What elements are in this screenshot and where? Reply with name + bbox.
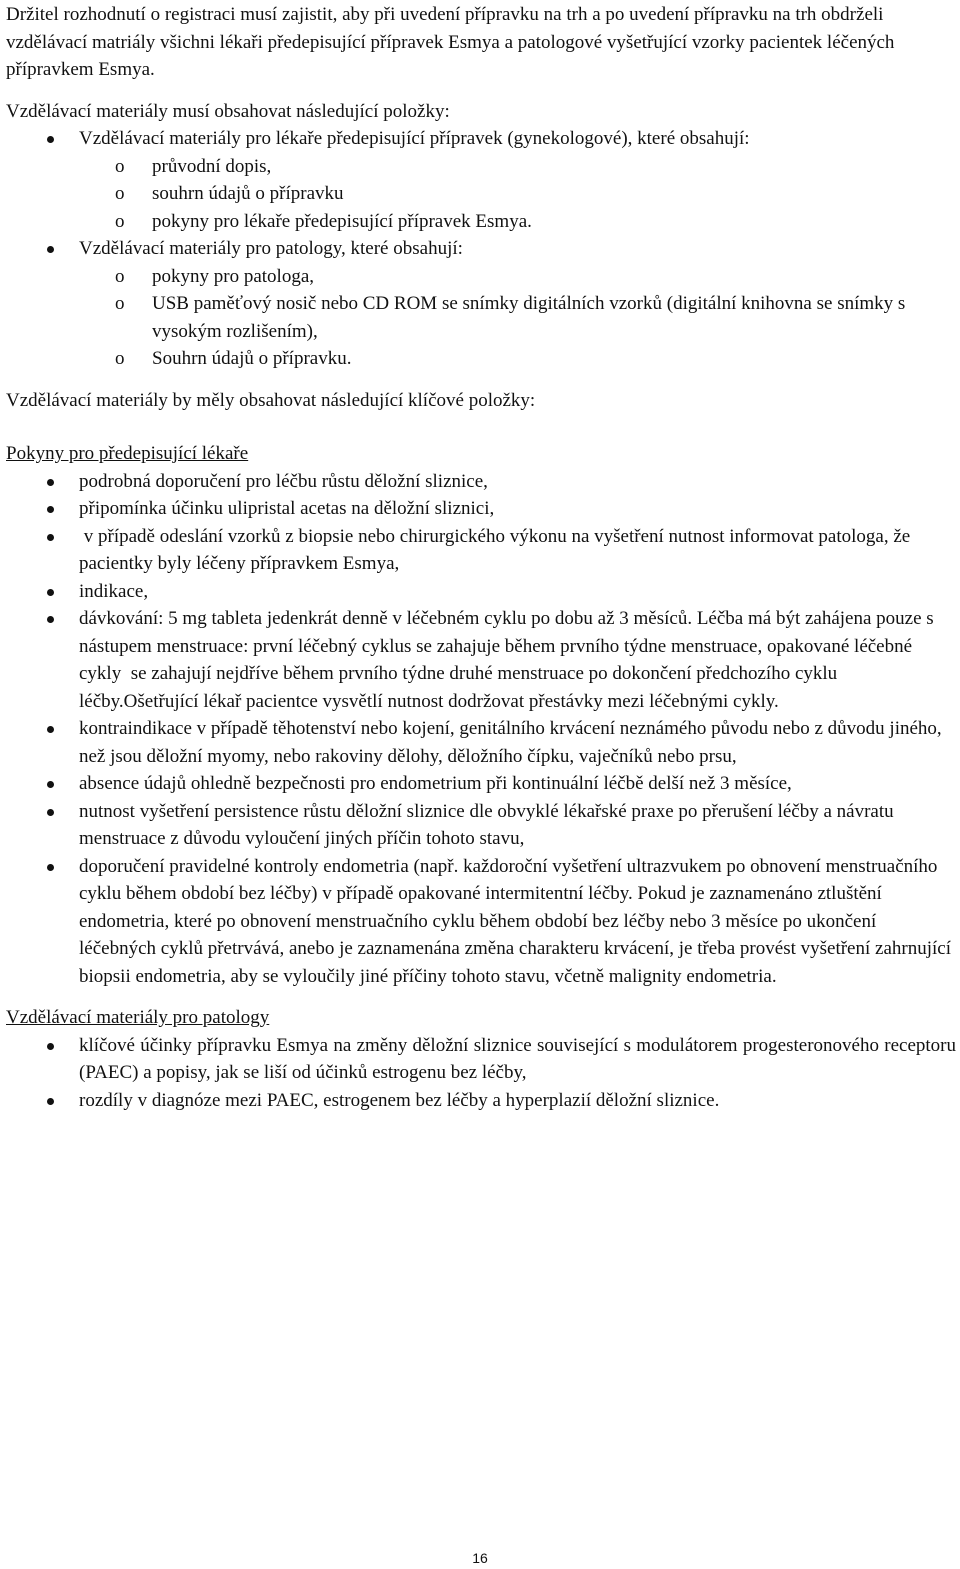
sub-item — [76, 345, 956, 373]
circle-bullet-icon: o — [115, 348, 125, 369]
prescriber-item — [6, 578, 956, 606]
bullet-icon — [47, 864, 54, 871]
sub-item-text: pokyny pro patologa, — [152, 265, 315, 287]
prescriber-item — [6, 495, 956, 523]
document-page — [6, 0, 956, 1114]
circle-bullet-icon: o — [115, 210, 125, 232]
should-heading: Vzdělávací materiály by měly obsahovat následující klíčové položky: — [6, 389, 536, 411]
sub-item-text: pokyny pro lékaře předepisující přípravek Esmya. — [152, 210, 532, 232]
page-number: 16 — [472, 1550, 488, 1566]
must-item-prescribers — [6, 125, 956, 235]
prescriber-heading: Pokyny pro předepisující lékaře — [6, 443, 249, 464]
sub-item — [76, 180, 956, 208]
bullet-icon — [47, 589, 54, 596]
spacer — [6, 414, 956, 440]
prescriber-item — [6, 605, 956, 715]
must-heading: Vzdělávací materiály musí obsahovat následující položky: — [6, 100, 450, 122]
prescriber-item — [6, 715, 956, 770]
bullet-icon — [47, 1098, 54, 1105]
bullet-icon — [47, 616, 54, 623]
prescriber-item-text: dávkování: 5 mg tableta jedenkrát denně v léčebném cyklu po dobu až 3 měsíců. Léčba má být zahájena pouze s nástupem menstruace: první léčebný cyklus se zahajuje během prvního týdne menstruace, opakované léčebné cykly se zahajují nejdříve během prvního týdne druhé menstruace po dokončení předchozího cyklu léčby.Ošetřující lékař pacientce vysvětlí nutnost dodržovat přestávky mezi léčebnými cykly. — [79, 608, 939, 712]
bullet-icon — [47, 136, 54, 143]
bullet-icon — [47, 809, 54, 816]
spacer — [6, 84, 956, 98]
must-item-text: Vzdělávací materiály pro patology, které obsahují: — [79, 238, 463, 259]
must-item-pathologists — [6, 235, 956, 373]
sub-item-text: Souhrn údajů o přípravku. — [152, 348, 352, 369]
circle-bullet-icon: o — [115, 155, 125, 177]
prescriber-item-text: podrobná doporučení pro léčbu růstu děložní sliznice, — [79, 470, 488, 492]
spacer — [6, 990, 956, 1004]
prescriber-item-text: připomínka účinku ulipristal acetas na děložní sliznici, — [79, 498, 495, 519]
prescriber-item-text: kontraindikace v případě těhotenství nebo kojení, genitálního krvácení neznámého původu nebo z důvodu jiného, než jsou děložní myomy, nebo rakoviny dělohy, děložního čípku, vaječníků nebo prsu, — [79, 718, 942, 767]
bullet-icon — [47, 781, 54, 788]
circle-bullet-icon: o — [115, 183, 125, 204]
prescriber-item — [6, 468, 956, 496]
circle-bullet-icon: o — [115, 265, 125, 287]
intro-paragraph: Držitel rozhodnutí o registraci musí zajistit, aby při uvedení přípravku na trh a po uvedení přípravku na trh obdrželi vzdělávací matriály všichni lékaři předepisující přípravek Esmya a patologové vyšetřující vzorky pacientek léčených přípravkem Esmya. — [6, 4, 895, 80]
prescriber-item-text: v případě odeslání vzorků z biopsie nebo chirurgického výkonu na vyšetření nutnost informovat patologa, že pacientky byly léčeny přípravkem Esmya, — [79, 525, 915, 574]
prescriber-item — [6, 853, 956, 991]
must-sublist — [79, 153, 956, 236]
sub-item — [76, 263, 956, 291]
prescriber-item — [6, 798, 956, 853]
prescriber-item-text: nutnost vyšetření persistence růstu děložní sliznice dle obvyklé lékařské praxe po přerušení léčby a návratu menstruace z důvodu vyloučení jiných příčin tohoto stavu, — [79, 800, 894, 849]
prescriber-list — [6, 468, 956, 991]
pathology-list — [6, 1032, 956, 1115]
sub-item-text: průvodní dopis, — [152, 155, 272, 177]
bullet-icon — [47, 506, 54, 513]
pathology-item-text: klíčové účinky přípravku Esmya na změny děložní sliznice související s modulátorem progesteronového receptoru (PAEC) a popisy, jak se liší od účinků estrogenu bez léčby, — [79, 1034, 956, 1083]
bullet-icon — [47, 1043, 54, 1050]
must-sublist — [79, 263, 956, 373]
prescriber-item — [6, 770, 956, 798]
sub-item-text: USB paměťový nosič nebo CD ROM se snímky digitálních vzorků (digitální knihovna se snímky s vysokým rozlišením), — [152, 293, 906, 342]
must-item-text: Vzdělávací materiály pro lékaře předepisující přípravek (gynekologové), které obsahují: — [79, 128, 750, 149]
bullet-icon — [47, 246, 54, 253]
spacer — [6, 373, 956, 387]
sub-item — [76, 290, 956, 345]
prescriber-item-text: indikace, — [79, 580, 149, 602]
circle-bullet-icon: o — [115, 293, 125, 314]
prescriber-item-text: absence údajů ohledně bezpečnosti pro endometrium při kontinuální léčbě delší než 3 měsíce, — [79, 773, 792, 794]
bullet-icon — [47, 534, 54, 541]
prescriber-item-text: doporučení pravidelné kontroly endometria (např. každoroční vyšetření ultrazvukem po obnovení menstruačního cyklu během období bez léčby) v případě opakované intermitentní léčby. Pokud je zaznamenáno ztluštění endometria, které po obnovení menstruačního cyklu během období bez léčby nebo 3 měsíce po ukončení léčebných cyklů přetrvává, anebo je zaznamenána změna charakteru krvácení, je třeba provést vyšetření zahrnující biopsii endometria, aby se vyloučily jiné příčiny tohoto stavu, včetně malignity endometria. — [79, 855, 951, 987]
pathology-item — [6, 1087, 956, 1115]
prescriber-item — [6, 523, 956, 578]
sub-item-text: souhrn údajů o přípravku — [152, 183, 344, 204]
must-list — [6, 125, 956, 373]
pathology-item — [6, 1032, 956, 1087]
pathology-heading: Vzdělávací materiály pro patology — [6, 1007, 270, 1028]
sub-item — [76, 153, 956, 181]
bullet-icon — [47, 726, 54, 733]
bullet-icon — [47, 479, 54, 486]
pathology-item-text: rozdíly v diagnóze mezi PAEC, estrogenem bez léčby a hyperplazií děložní sliznice. — [79, 1089, 720, 1111]
sub-item — [76, 208, 956, 236]
